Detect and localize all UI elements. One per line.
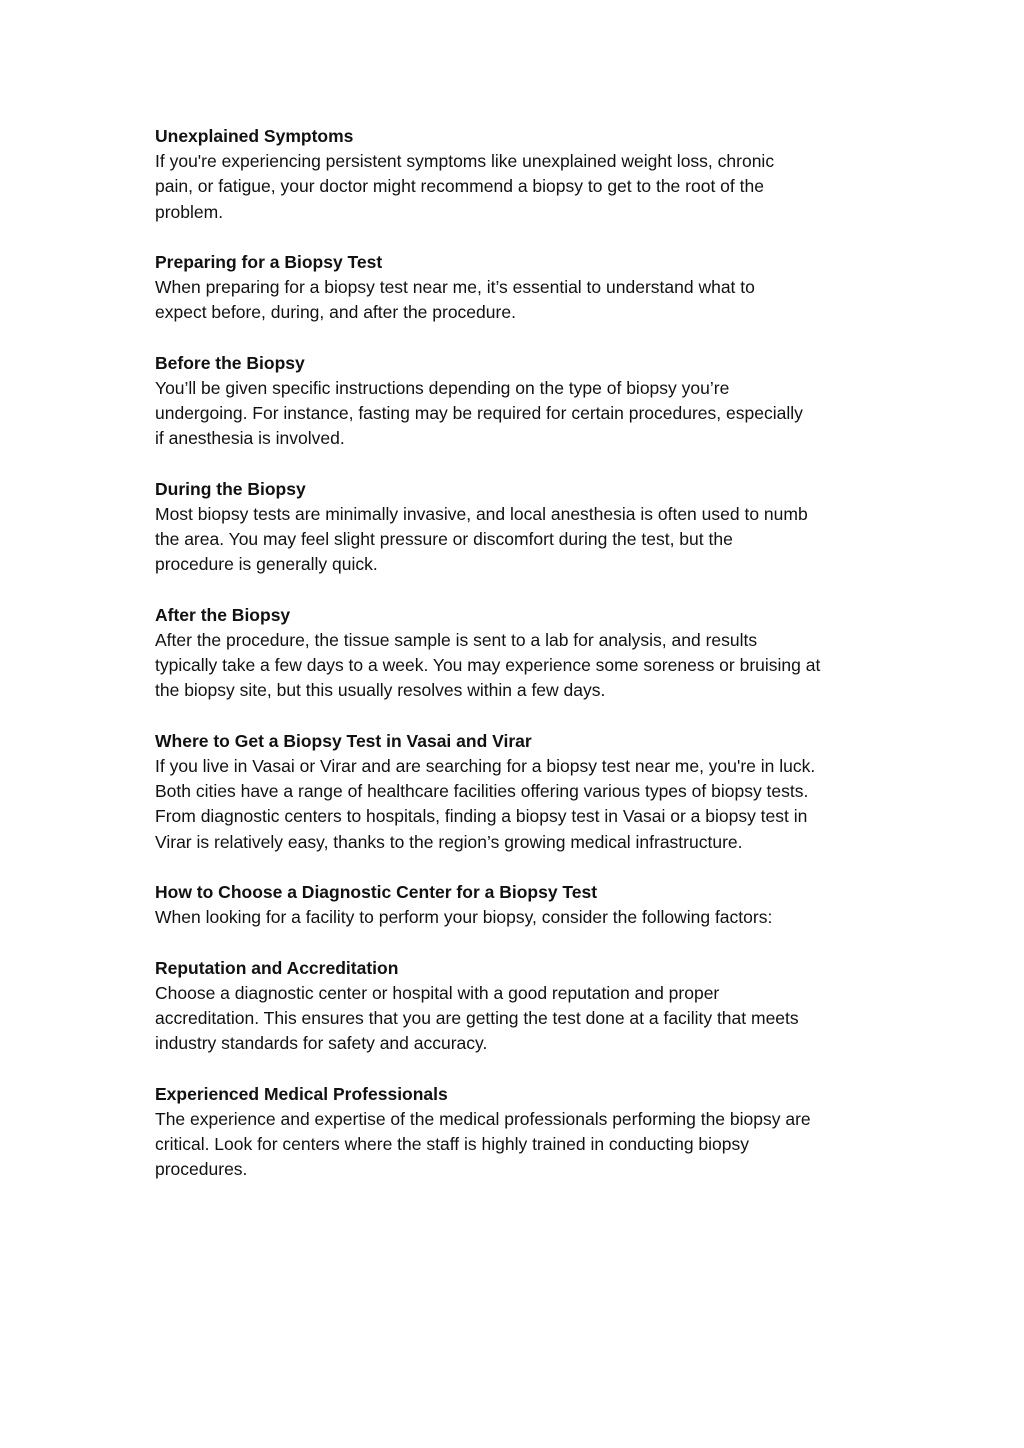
body-line: You’ll be given specific instructions depending on the type of biopsy you’re [155,378,730,398]
section-before-biopsy [155,351,895,452]
section-heading: Preparing for a Biopsy Test [155,252,383,272]
section-heading: Before the Biopsy [155,352,305,373]
body-line: accreditation. This ensures that you are getting the test done at a facility that meets [155,1008,799,1028]
body-line: When preparing for a biopsy test near me, it’s essential to understand what to [155,277,755,298]
section-body [155,1107,895,1183]
section-body [155,502,895,578]
body-line: typically take a few days to a week. You may experience some soreness or bruising at [155,655,821,676]
body-line: From diagnostic centers to hospitals, finding a biopsy test in Vasai or a biopsy test in [155,806,808,827]
body-line: problem. [155,201,224,222]
body-line: the area. You may feel slight pressure or discomfort during the test, but the [155,529,733,550]
section-heading: How to Choose a Diagnostic Center for a Biopsy Test [155,882,598,902]
section-reputation-accreditation [155,956,895,1057]
section-heading: Experienced Medical Professionals [155,1083,448,1104]
body-line: procedure is generally quick. [155,554,378,575]
body-line: pain, or fatigue, your doctor might recommend a biopsy to get to the root of the [155,176,764,197]
body-line: industry standards for safety and accuracy. [155,1033,488,1054]
section-body [155,754,895,855]
body-line: Both cities have a range of healthcare facilities offering various types of biopsy tests. [155,781,809,802]
body-line: the biopsy site, but this usually resolves within a few days. [155,680,606,701]
section-heading: During the Biopsy [155,478,306,499]
section-after-biopsy [155,603,895,704]
section-heading: Reputation and Accreditation [155,957,399,978]
section-body [155,275,895,325]
section-body [155,628,895,704]
section-where-to-get-biopsy [155,729,895,855]
body-line: Most biopsy tests are minimally invasive, and local anesthesia is often used to numb [155,504,808,524]
body-line: Virar is relatively easy, thanks to the region’s growing medical infrastructure. [155,831,743,852]
section-heading: Where to Get a Biopsy Test in Vasai and Virar [155,730,532,751]
section-preparing-for-biopsy [155,250,895,326]
section-body [155,376,895,452]
body-line: When looking for a facility to perform your biopsy, consider the following factors: [155,907,773,928]
body-line: If you live in Vasai or Virar and are searching for a biopsy test near me, you're in luck. [155,756,816,776]
body-line: procedures. [155,1159,248,1180]
body-line: Choose a diagnostic center or hospital with a good reputation and proper [155,982,720,1003]
section-unexplained-symptoms [155,124,895,225]
section-body [155,981,895,1057]
section-body [155,149,895,225]
section-body [155,905,895,930]
section-heading: After the Biopsy [155,604,291,625]
body-line: After the procedure, the tissue sample is sent to a lab for analysis, and results [155,630,758,650]
body-line: The experience and expertise of the medical professionals performing the biopsy are [155,1108,811,1129]
body-line: undergoing. For instance, fasting may be required for certain procedures, especially [155,403,803,424]
section-how-to-choose-center [155,880,895,930]
document-page [155,124,895,1208]
body-line: critical. Look for centers where the staff is highly trained in conducting biopsy [155,1134,750,1154]
section-during-biopsy [155,477,895,578]
body-line: if anesthesia is involved. [155,428,345,449]
body-line: expect before, during, and after the procedure. [155,302,516,323]
section-experienced-professionals [155,1082,895,1183]
section-heading: Unexplained Symptoms [155,126,354,146]
body-line: If you're experiencing persistent symptoms like unexplained weight loss, chronic [155,151,775,172]
